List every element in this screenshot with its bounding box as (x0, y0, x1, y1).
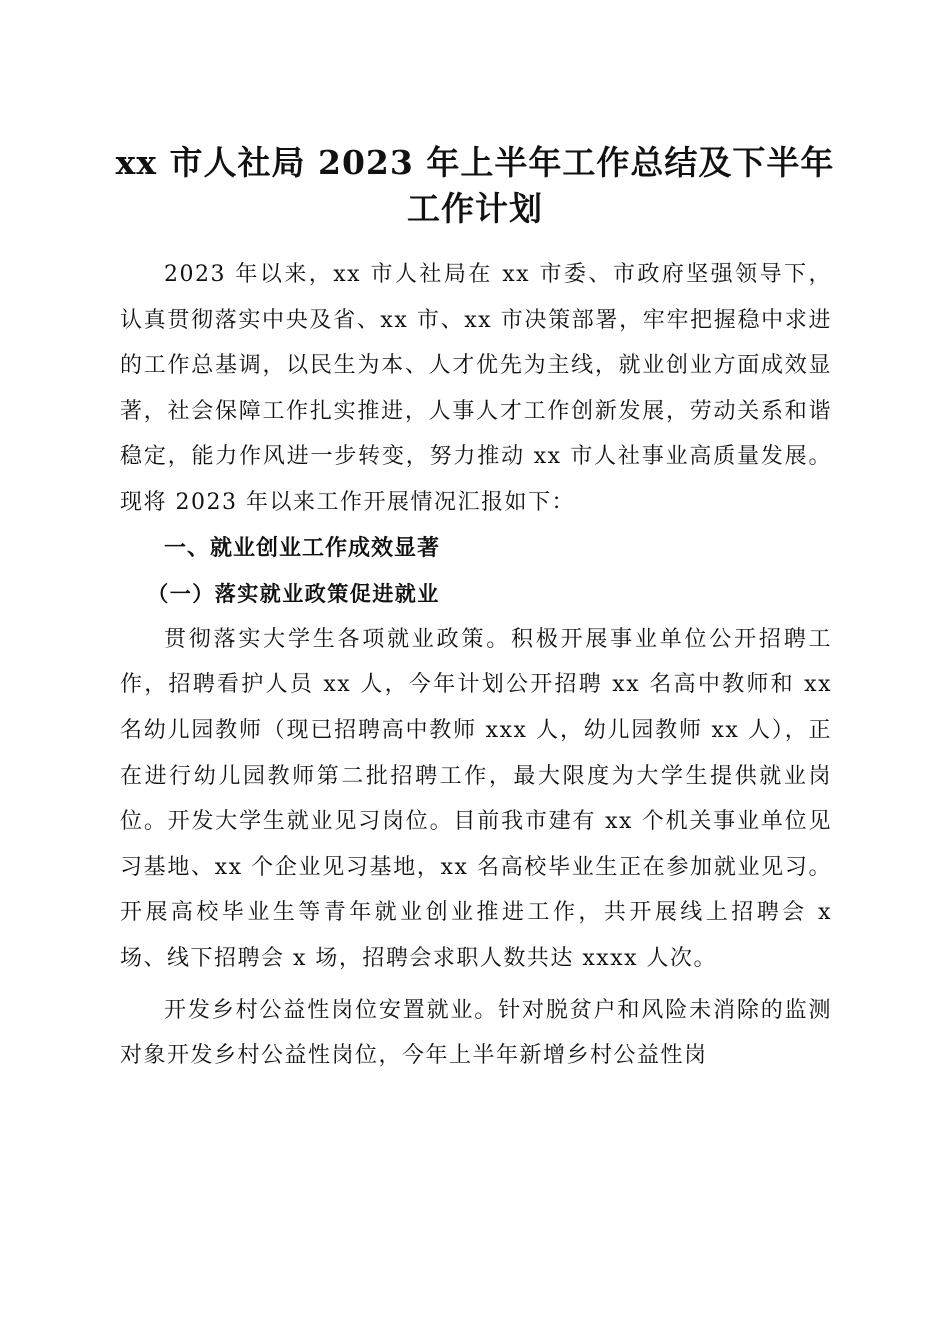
body-paragraph-rural-public-posts: 开发乡村公益性岗位安置就业。针对脱贫户和风险未消除的监测对象开发乡村公益性岗位，今年上半年新增乡村公益性岗 (120, 997, 832, 1069)
subsection-heading-employment-policy: （一）落实就业政策促进就业 (147, 581, 440, 607)
section-heading-employment: 一、就业创业工作成效显著 (164, 535, 441, 561)
body-paragraph-graduate-employment: 贯彻落实大学生各项就业政策。积极开展事业单位公开招聘工作，招聘看护人员 xx 人，今年计划公开招聘 xx 名高中教师和 xx 名幼儿园教师（现已招聘高中教师 xxx 人，幼儿园教师 xx 人），正在进行幼儿园教师第二批招聘工作，最大限度为大学生提供就业岗位。开发大学生就业见习岗位。目前我市建有 xx 个机关事业单位见习基地、xx 个企业见习基地，xx 名高校毕业生正在参加就业见习。开展高校毕业生等青年就业创业推进工作，共开展线上招聘会 x 场、线下招聘会 x 场，招聘会求职人数共达 xxxx 人次。 (120, 626, 832, 971)
intro-paragraph: 2023 年以来，xx 市人社局在 xx 市委、市政府坚强领导下，认真贯彻落实中央及省、xx 市、xx 市决策部署，牢牢把握稳中求进的工作总基调，以民生为本、人才优先为主线，就业创业方面成效显著，社会保障工作扎实推进，人事人才工作创新发展，劳动关系和谐稳定，能力作风进一步转变，努力推动 xx 市人社事业高质量发展。现将 2023 年以来工作开展情况汇报如下： (120, 262, 832, 515)
document-body (120, 252, 832, 1079)
document-title-line-1: xx 市人社局 2023 年上半年工作总结及下半年 (115, 143, 835, 182)
document-title-line-2: 工作计划 (407, 189, 543, 228)
